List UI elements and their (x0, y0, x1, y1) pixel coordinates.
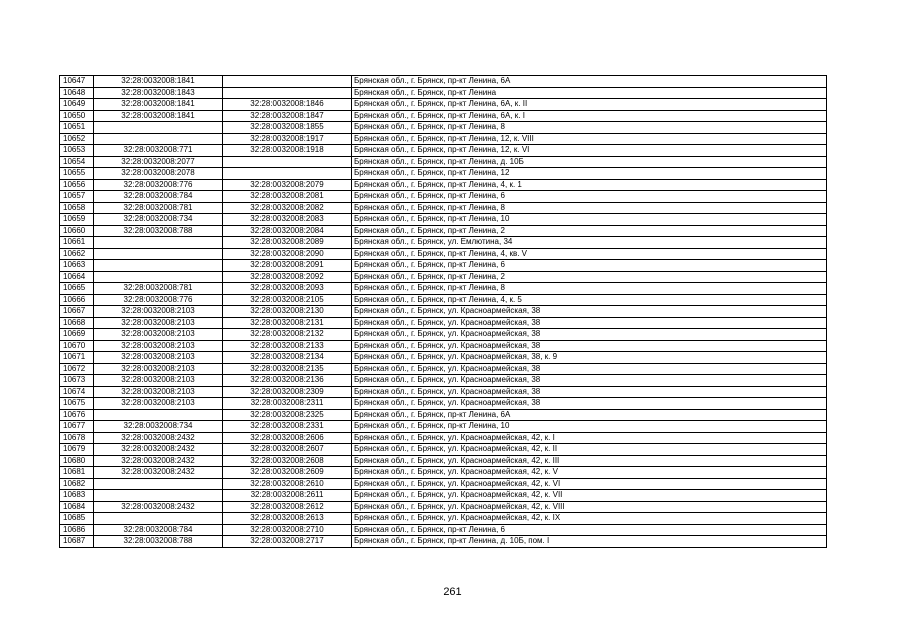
table-row (60, 76, 827, 88)
row-number-cell: 10681 (60, 467, 94, 479)
table-row (60, 283, 827, 295)
address-cell: Брянская обл., г. Брянск, пр-кт Ленина (352, 87, 827, 99)
row-number-cell: 10662 (60, 248, 94, 260)
table-row (60, 340, 827, 352)
parcel-number-cell: 32:28:0032008:2103 (94, 363, 223, 375)
parcel-number-cell: 32:28:0032008:2103 (94, 317, 223, 329)
object-number-cell: 32:28:0032008:2093 (223, 283, 352, 295)
table-row (60, 444, 827, 456)
table-row (60, 122, 827, 134)
parcel-number-cell: 32:28:0032008:788 (94, 225, 223, 237)
table-row (60, 329, 827, 341)
object-number-cell (223, 168, 352, 180)
table-row (60, 110, 827, 122)
parcel-number-cell (94, 122, 223, 134)
object-number-cell: 32:28:0032008:2131 (223, 317, 352, 329)
parcel-number-cell (94, 237, 223, 249)
object-number-cell: 32:28:0032008:2611 (223, 490, 352, 502)
object-number-cell: 32:28:0032008:2130 (223, 306, 352, 318)
row-number-cell: 10649 (60, 99, 94, 111)
table-row (60, 421, 827, 433)
parcel-number-cell: 32:28:0032008:734 (94, 421, 223, 433)
parcel-number-cell: 32:28:0032008:2103 (94, 398, 223, 410)
address-cell: Брянская обл., г. Брянск, ул. Красноармейская, 38 (352, 386, 827, 398)
object-number-cell: 32:28:0032008:2717 (223, 536, 352, 548)
row-number-cell: 10660 (60, 225, 94, 237)
parcel-number-cell: 32:28:0032008:2103 (94, 352, 223, 364)
row-number-cell: 10684 (60, 501, 94, 513)
row-number-cell: 10687 (60, 536, 94, 548)
table-row (60, 524, 827, 536)
address-cell: Брянская обл., г. Брянск, пр-кт Ленина, 8 (352, 122, 827, 134)
parcel-number-cell: 32:28:0032008:2432 (94, 501, 223, 513)
object-number-cell: 32:28:0032008:2610 (223, 478, 352, 490)
table-row (60, 375, 827, 387)
parcel-number-cell: 32:28:0032008:734 (94, 214, 223, 226)
address-cell: Брянская обл., г. Брянск, пр-кт Ленина, 4, к. 1 (352, 179, 827, 191)
address-cell: Брянская обл., г. Брянск, пр-кт Ленина, 6 (352, 191, 827, 203)
row-number-cell: 10659 (60, 214, 94, 226)
row-number-cell: 10686 (60, 524, 94, 536)
table-row (60, 352, 827, 364)
table-row (60, 191, 827, 203)
object-number-cell: 32:28:0032008:2083 (223, 214, 352, 226)
address-cell: Брянская обл., г. Брянск, пр-кт Ленина, 2 (352, 225, 827, 237)
row-number-cell: 10653 (60, 145, 94, 157)
table-row (60, 306, 827, 318)
address-cell: Брянская обл., г. Брянск, ул. Красноармейская, 38 (352, 329, 827, 341)
parcel-number-cell (94, 409, 223, 421)
table-row (60, 202, 827, 214)
row-number-cell: 10682 (60, 478, 94, 490)
object-number-cell: 32:28:0032008:2608 (223, 455, 352, 467)
object-number-cell: 32:28:0032008:2133 (223, 340, 352, 352)
table-row (60, 225, 827, 237)
row-number-cell: 10647 (60, 76, 94, 88)
address-cell: Брянская обл., г. Брянск, ул. Красноармейская, 42, к. I (352, 432, 827, 444)
object-number-cell: 32:28:0032008:1855 (223, 122, 352, 134)
table-row (60, 478, 827, 490)
row-number-cell: 10667 (60, 306, 94, 318)
address-cell: Брянская обл., г. Брянск, ул. Красноармейская, 38 (352, 363, 827, 375)
table-row (60, 490, 827, 502)
parcel-number-cell: 32:28:0032008:1841 (94, 99, 223, 111)
object-number-cell: 32:28:0032008:2084 (223, 225, 352, 237)
address-cell: Брянская обл., г. Брянск, ул. Красноармейская, 42, к. VI (352, 478, 827, 490)
object-number-cell: 32:28:0032008:2606 (223, 432, 352, 444)
object-number-cell: 32:28:0032008:2105 (223, 294, 352, 306)
address-cell: Брянская обл., г. Брянск, пр-кт Ленина, 6 (352, 260, 827, 272)
address-cell: Брянская обл., г. Брянск, пр-кт Ленина, 12, к. VI (352, 145, 827, 157)
parcel-number-cell (94, 478, 223, 490)
object-number-cell: 32:28:0032008:2311 (223, 398, 352, 410)
row-number-cell: 10672 (60, 363, 94, 375)
address-cell: Брянская обл., г. Брянск, пр-кт Ленина, 6А, к. II (352, 99, 827, 111)
object-number-cell: 32:28:0032008:2613 (223, 513, 352, 525)
address-cell: Брянская обл., г. Брянск, ул. Красноармейская, 42, к. V (352, 467, 827, 479)
row-number-cell: 10658 (60, 202, 94, 214)
parcel-number-cell: 32:28:0032008:2103 (94, 375, 223, 387)
parcel-number-cell: 32:28:0032008:771 (94, 145, 223, 157)
row-number-cell: 10654 (60, 156, 94, 168)
table-row (60, 501, 827, 513)
address-cell: Брянская обл., г. Брянск, пр-кт Ленина, д. 10Б, пом. I (352, 536, 827, 548)
address-cell: Брянская обл., г. Брянск, пр-кт Ленина, 4, кв. V (352, 248, 827, 260)
object-number-cell (223, 156, 352, 168)
address-cell: Брянская обл., г. Брянск, пр-кт Ленина, 8 (352, 202, 827, 214)
table-row (60, 467, 827, 479)
table-row (60, 432, 827, 444)
address-cell: Брянская обл., г. Брянск, ул. Красноармейская, 38, к. 9 (352, 352, 827, 364)
address-cell: Брянская обл., г. Брянск, ул. Красноармейская, 38 (352, 398, 827, 410)
object-number-cell: 32:28:0032008:2081 (223, 191, 352, 203)
row-number-cell: 10670 (60, 340, 94, 352)
address-cell: Брянская обл., г. Брянск, ул. Красноармейская, 42, к. VIII (352, 501, 827, 513)
table-row (60, 237, 827, 249)
table-row (60, 214, 827, 226)
address-cell: Брянская обл., г. Брянск, ул. Красноармейская, 42, к. II (352, 444, 827, 456)
row-number-cell: 10671 (60, 352, 94, 364)
address-cell: Брянская обл., г. Брянск, пр-кт Ленина, 6А, к. I (352, 110, 827, 122)
parcel-number-cell: 32:28:0032008:2103 (94, 306, 223, 318)
parcel-number-cell (94, 513, 223, 525)
row-number-cell: 10663 (60, 260, 94, 272)
row-number-cell: 10665 (60, 283, 94, 295)
parcel-number-cell: 32:28:0032008:2077 (94, 156, 223, 168)
table-row (60, 455, 827, 467)
object-number-cell: 32:28:0032008:2331 (223, 421, 352, 433)
parcel-number-cell (94, 260, 223, 272)
parcel-number-cell: 32:28:0032008:2103 (94, 329, 223, 341)
row-number-cell: 10661 (60, 237, 94, 249)
parcel-number-cell (94, 248, 223, 260)
row-number-cell: 10668 (60, 317, 94, 329)
table-row (60, 179, 827, 191)
parcel-number-cell: 32:28:0032008:2432 (94, 455, 223, 467)
table-row (60, 271, 827, 283)
table-row (60, 409, 827, 421)
object-number-cell: 32:28:0032008:2135 (223, 363, 352, 375)
table-row (60, 294, 827, 306)
row-number-cell: 10652 (60, 133, 94, 145)
parcel-number-cell: 32:28:0032008:2432 (94, 432, 223, 444)
address-cell: Брянская обл., г. Брянск, пр-кт Ленина, 2 (352, 271, 827, 283)
parcel-number-cell: 32:28:0032008:784 (94, 191, 223, 203)
object-number-cell: 32:28:0032008:2134 (223, 352, 352, 364)
object-number-cell: 32:28:0032008:2136 (223, 375, 352, 387)
address-cell: Брянская обл., г. Брянск, пр-кт Ленина, 6 (352, 524, 827, 536)
table-row (60, 260, 827, 272)
table-row (60, 99, 827, 111)
object-number-cell: 32:28:0032008:2607 (223, 444, 352, 456)
row-number-cell: 10655 (60, 168, 94, 180)
table-row (60, 386, 827, 398)
row-number-cell: 10656 (60, 179, 94, 191)
address-cell: Брянская обл., г. Брянск, пр-кт Ленина, 4, к. 5 (352, 294, 827, 306)
parcel-number-cell: 32:28:0032008:776 (94, 179, 223, 191)
address-cell: Брянская обл., г. Брянск, ул. Красноармейская, 38 (352, 317, 827, 329)
parcel-number-cell: 32:28:0032008:2432 (94, 467, 223, 479)
parcel-number-cell: 32:28:0032008:788 (94, 536, 223, 548)
table-row (60, 536, 827, 548)
row-number-cell: 10648 (60, 87, 94, 99)
cadastral-table (59, 75, 827, 548)
table-row (60, 317, 827, 329)
parcel-number-cell (94, 490, 223, 502)
parcel-number-cell: 32:28:0032008:781 (94, 202, 223, 214)
object-number-cell: 32:28:0032008:1918 (223, 145, 352, 157)
object-number-cell: 32:28:0032008:2090 (223, 248, 352, 260)
row-number-cell: 10657 (60, 191, 94, 203)
table-row (60, 398, 827, 410)
object-number-cell: 32:28:0032008:1847 (223, 110, 352, 122)
address-cell: Брянская обл., г. Брянск, ул. Красноармейская, 42, к. VII (352, 490, 827, 502)
row-number-cell: 10674 (60, 386, 94, 398)
table-row (60, 133, 827, 145)
object-number-cell: 32:28:0032008:2082 (223, 202, 352, 214)
address-cell: Брянская обл., г. Брянск, ул. Красноармейская, 38 (352, 340, 827, 352)
parcel-number-cell: 32:28:0032008:2103 (94, 340, 223, 352)
parcel-number-cell: 32:28:0032008:1841 (94, 76, 223, 88)
parcel-number-cell: 32:28:0032008:1843 (94, 87, 223, 99)
parcel-number-cell: 32:28:0032008:2078 (94, 168, 223, 180)
address-cell: Брянская обл., г. Брянск, пр-кт Ленина, 12 (352, 168, 827, 180)
address-cell: Брянская обл., г. Брянск, ул. Красноармейская, 42, к. III (352, 455, 827, 467)
address-cell: Брянская обл., г. Брянск, пр-кт Ленина, 6А (352, 409, 827, 421)
row-number-cell: 10673 (60, 375, 94, 387)
object-number-cell: 32:28:0032008:2612 (223, 501, 352, 513)
object-number-cell: 32:28:0032008:2325 (223, 409, 352, 421)
address-cell: Брянская обл., г. Брянск, ул. Красноармейская, 38 (352, 306, 827, 318)
row-number-cell: 10676 (60, 409, 94, 421)
address-cell: Брянская обл., г. Брянск, ул. Красноармейская, 42, к. IX (352, 513, 827, 525)
row-number-cell: 10678 (60, 432, 94, 444)
object-number-cell: 32:28:0032008:2092 (223, 271, 352, 283)
table-row (60, 248, 827, 260)
object-number-cell: 32:28:0032008:1846 (223, 99, 352, 111)
object-number-cell: 32:28:0032008:2132 (223, 329, 352, 341)
object-number-cell: 32:28:0032008:1917 (223, 133, 352, 145)
address-cell: Брянская обл., г. Брянск, пр-кт Ленина, 10 (352, 421, 827, 433)
parcel-number-cell: 32:28:0032008:2103 (94, 386, 223, 398)
row-number-cell: 10677 (60, 421, 94, 433)
object-number-cell (223, 76, 352, 88)
table-row (60, 513, 827, 525)
address-cell: Брянская обл., г. Брянск, пр-кт Ленина, 10 (352, 214, 827, 226)
parcel-number-cell: 32:28:0032008:1841 (94, 110, 223, 122)
page-number: 261 (443, 586, 462, 598)
table-row (60, 168, 827, 180)
parcel-number-cell: 32:28:0032008:776 (94, 294, 223, 306)
table-body (60, 76, 827, 548)
address-cell: Брянская обл., г. Брянск, ул. Красноармейская, 38 (352, 375, 827, 387)
parcel-number-cell (94, 271, 223, 283)
address-cell: Брянская обл., г. Брянск, пр-кт Ленина, д. 10Б (352, 156, 827, 168)
row-number-cell: 10650 (60, 110, 94, 122)
row-number-cell: 10680 (60, 455, 94, 467)
parcel-number-cell: 32:28:0032008:784 (94, 524, 223, 536)
parcel-number-cell (94, 133, 223, 145)
row-number-cell: 10669 (60, 329, 94, 341)
row-number-cell: 10683 (60, 490, 94, 502)
parcel-number-cell: 32:28:0032008:781 (94, 283, 223, 295)
parcel-number-cell: 32:28:0032008:2432 (94, 444, 223, 456)
row-number-cell: 10666 (60, 294, 94, 306)
address-cell: Брянская обл., г. Брянск, пр-кт Ленина, 8 (352, 283, 827, 295)
row-number-cell: 10675 (60, 398, 94, 410)
table-row (60, 363, 827, 375)
object-number-cell: 32:28:0032008:2079 (223, 179, 352, 191)
address-cell: Брянская обл., г. Брянск, пр-кт Ленина, 12, к. VIII (352, 133, 827, 145)
object-number-cell: 32:28:0032008:2089 (223, 237, 352, 249)
table-row (60, 145, 827, 157)
table-row (60, 156, 827, 168)
row-number-cell: 10664 (60, 271, 94, 283)
object-number-cell: 32:28:0032008:2609 (223, 467, 352, 479)
object-number-cell (223, 87, 352, 99)
address-cell: Брянская обл., г. Брянск, пр-кт Ленина, 6А (352, 76, 827, 88)
table-row (60, 87, 827, 99)
object-number-cell: 32:28:0032008:2710 (223, 524, 352, 536)
row-number-cell: 10651 (60, 122, 94, 134)
row-number-cell: 10679 (60, 444, 94, 456)
row-number-cell: 10685 (60, 513, 94, 525)
address-cell: Брянская обл., г. Брянск, ул. Емлютина, 34 (352, 237, 827, 249)
object-number-cell: 32:28:0032008:2309 (223, 386, 352, 398)
object-number-cell: 32:28:0032008:2091 (223, 260, 352, 272)
